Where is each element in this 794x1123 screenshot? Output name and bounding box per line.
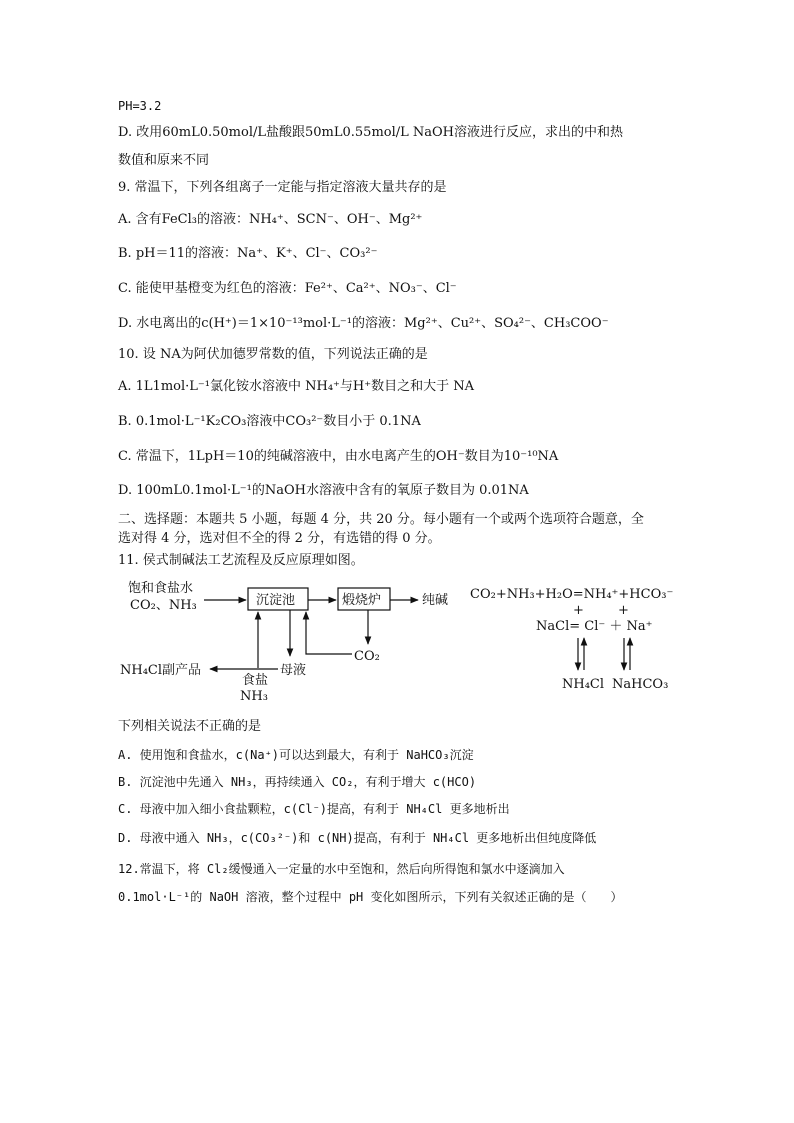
reaction-eq-top: CO₂+NH₃+H₂O=NH₄⁺+HCO₃⁻ (470, 587, 674, 602)
question-12-cont: 0.1mol·L⁻¹的 NaOH 溶液，整个过程中 pH 变化如图所示，下列有关叙述正确的是（ ） (118, 890, 623, 904)
q9-option-d: D. 水电离出的c(H⁺)＝1×10⁻¹³mol·L⁻¹的溶液：Mg²⁺、Cu²⁺、SO₄²⁻、CH₃COO⁻ (118, 316, 609, 331)
section-2-header: 二、选择题：本题共 5 小题，每题 4 分，共 20 分。每小题有一个或两个选项符合题意，全 (118, 512, 644, 527)
equilibrium-arrows-left (578, 638, 584, 670)
reaction-plus-left: + (573, 603, 584, 618)
product-label: 纯碱 (422, 593, 449, 608)
line-ph: PH=3.2 (118, 99, 162, 113)
reaction-plus-right: + (618, 603, 629, 618)
co2-recycle-line (306, 612, 352, 654)
reaction-eq-mid: NaCl= Cl⁻ ＋ Na⁺ (536, 619, 653, 634)
salt-label: 食盐 (242, 673, 269, 688)
precipitation-tank-label: 沉淀池 (256, 593, 296, 608)
equilibrium-arrows-right (624, 638, 630, 670)
mother-liquor-label: 母液 (280, 663, 307, 678)
nh3-label: NH₃ (240, 689, 268, 704)
feed-label-brine: 饱和食盐水 (128, 581, 194, 596)
q9-option-c: C. 能使甲基橙变为红色的溶液：Fe²⁺、Ca²⁺、NO₃⁻、Cl⁻ (118, 281, 457, 296)
reaction-product-nahco3: NaHCO₃ (612, 677, 669, 692)
q11-option-a: A. 使用饱和食盐水，c(Na⁺)可以达到最大，有利于 NaHCO₃沉淀 (118, 748, 474, 762)
feed-label-gases: CO₂、NH₃ (130, 598, 197, 613)
q11-option-d: D. 母液中通入 NH₃，c(CO₃²⁻)和 c(NH)提高，有利于 NH₄Cl 更多地析出但纯度降低 (118, 831, 597, 845)
reaction-product-nh4cl: NH₄Cl (562, 677, 605, 692)
byproduct-label: NH₄Cl副产品 (120, 663, 202, 678)
question-12: 12.常温下，将 Cl₂缓慢通入一定量的水中至饱和，然后向所得饱和氯水中逐滴加入 (118, 862, 565, 876)
question-10: 10. 设 NA为阿伏加德罗常数的值，下列说法正确的是 (118, 347, 428, 362)
q11-option-b: B. 沉淀池中先通入 NH₃，再持续通入 CO₂，有利于增大 c(HCO) (118, 775, 477, 789)
co2-label: CO₂ (354, 649, 380, 664)
question-9: 9. 常温下，下列各组离子一定能与指定溶液大量共存的是 (118, 180, 447, 195)
q9-option-b: B. pH＝11的溶液：Na⁺、K⁺、Cl⁻、CO₃²⁻ (118, 246, 378, 261)
q9-option-a: A. 含有FeCl₃的溶液：NH₄⁺、SCN⁻、OH⁻、Mg²⁺ (118, 212, 423, 227)
hou-process-diagram (118, 572, 698, 712)
q11-option-c: C. 母液中加入细小食盐颗粒，c(Cl⁻)提高，有利于 NH₄Cl 更多地析出 (118, 802, 510, 816)
q10-option-d: D. 100mL0.1mol·L⁻¹的NaOH水溶液中含有的氧原子数目为 0.01NA (118, 483, 529, 498)
q11-stem: 下列相关说法不正确的是 (118, 719, 262, 734)
q10-option-b: B. 0.1mol·L⁻¹K₂CO₃溶液中CO₃²⁻数目小于 0.1NA (118, 414, 421, 429)
q10-option-a: A. 1L1mol·L⁻¹氯化铵水溶液中 NH₄⁺与H⁺数目之和大于 NA (118, 379, 474, 394)
section-2-header-cont: 选对得 4 分，选对但不全的得 2 分，有选错的得 0 分。 (118, 531, 441, 546)
q10-option-c: C. 常温下，1LpH＝10的纯碱溶液中，由水电离产生的OH⁻数目为10⁻¹⁰NA (118, 449, 559, 464)
calcining-furnace-label: 煅烧炉 (342, 593, 382, 608)
line-continuation: 数值和原来不同 (118, 153, 210, 168)
line-option-d-text: D. 改用60mL0.50mol/L盐酸跟50mL0.55mol/L NaOH溶液进行反应，求出的中和热 (118, 125, 624, 140)
question-11: 11. 侯式制碱法工艺流程及反应原理如图。 (118, 553, 364, 568)
